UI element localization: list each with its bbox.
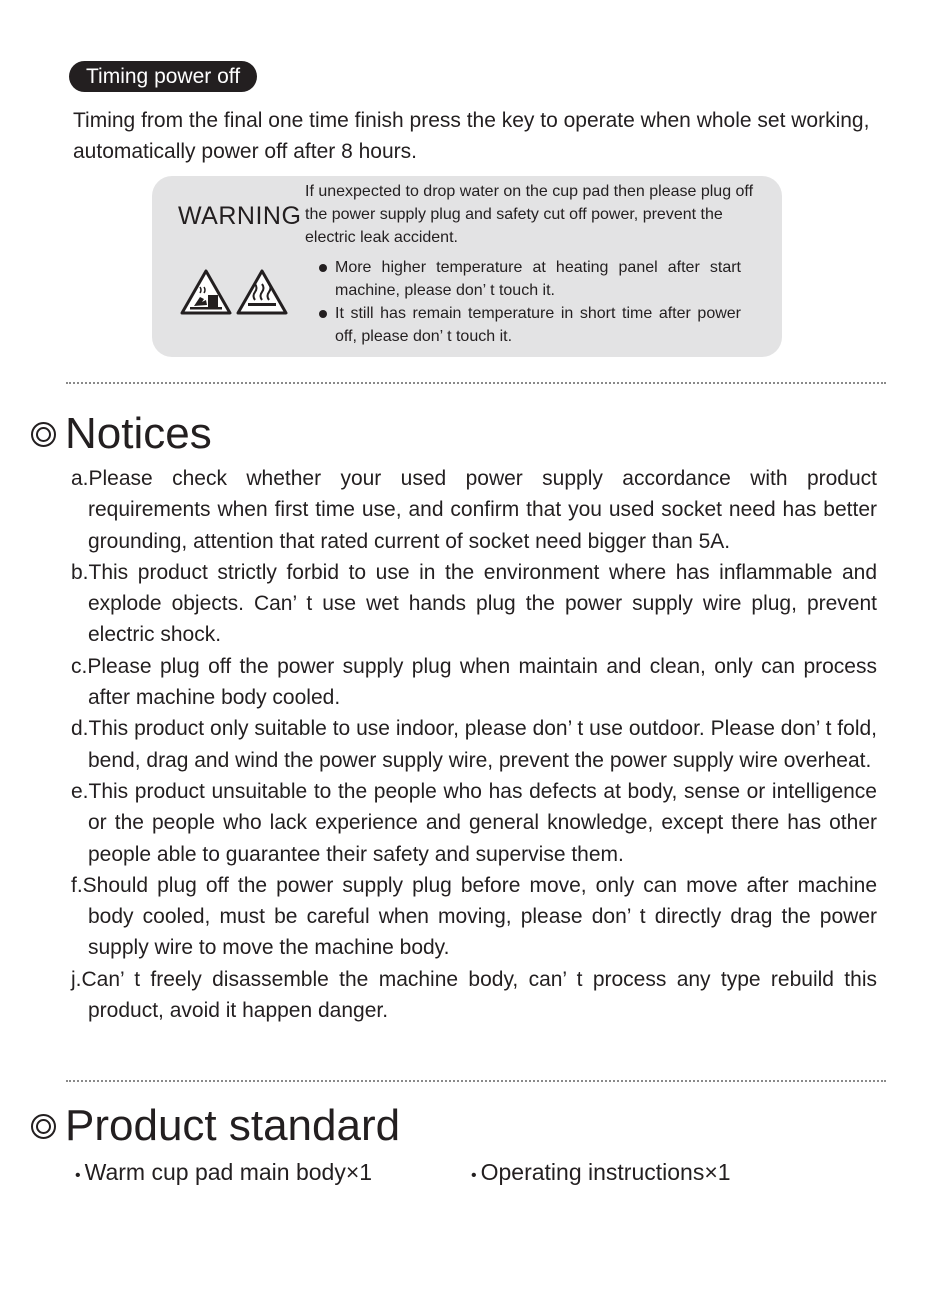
notices-title: Notices — [65, 409, 212, 458]
notices-list — [71, 463, 877, 1026]
notice-item: b.This product strictly forbid to use in the environment where has inflammable and explode objects. Can’ t use wet hands plug the power supply wire plug, prevent electric shock. — [71, 560, 877, 647]
standard-item-main-body: • Warm cup pad main body×1 — [75, 1159, 373, 1185]
notice-item: f.Should plug off the power supply plug before move, only can move after machine body cooled, must be careful when moving, please don’ t directly drag the power supply wire to move the machine body. — [71, 873, 877, 960]
double-circle-icon — [30, 1113, 57, 1140]
hot-surface-warning-icon — [236, 269, 288, 315]
standard-item-instructions: • Operating instructions×1 — [471, 1159, 731, 1185]
timing-description: Timing from the final one time finish press the key to operate when whole set working, automatically power off after 8 hours. — [73, 109, 870, 163]
double-circle-icon — [30, 421, 57, 448]
notice-item: a.Please check whether your used power supply accordance with product requirements when first time use, and confirm that you used socket need has better grounding, attention that rated current of socket need bigger than 5A. — [71, 467, 877, 553]
warning-bullet-list — [317, 256, 741, 348]
warning-icons — [180, 269, 292, 317]
bullet-dot-icon — [319, 264, 327, 272]
product-standard-items — [75, 1155, 835, 1191]
bullet-dot-icon — [319, 310, 327, 318]
warning-bullet-item: It still has remain temperature in short time after power off, please don’ t touch it. — [317, 302, 741, 348]
notice-item: e.This product unsuitable to the people who has defects at body, sense or intelligence or the people who lack experience and general knowledge, except there has other people able to guarantee their safety and supervise them. — [71, 779, 877, 866]
bullet-icon: • — [471, 1167, 477, 1184]
warning-bullet-item: More higher temperature at heating panel after start machine, please don’ t touch it. — [317, 256, 741, 302]
warning-title: WARNING — [178, 202, 302, 230]
warning-box — [152, 176, 782, 357]
product-standard-title: Product standard — [65, 1101, 401, 1150]
hand-burn-warning-icon — [180, 269, 232, 315]
notice-item: d.This product only suitable to use indoor, please don’ t use outdoor. Please don’ t fold, bend, drag and wind the power supply wire, prevent the power supply wire overheat. — [71, 717, 877, 772]
dotted-divider — [66, 382, 886, 384]
notices-heading — [30, 409, 212, 459]
notice-item: j.Can’ t freely disassemble the machine body, can’ t process any type rebuild this product, avoid it happen danger. — [71, 967, 877, 1023]
product-standard-heading — [30, 1101, 400, 1151]
warning-main-text: If unexpected to drop water on the cup pad then please plug off the power supply plug and safety cut off power, prevent the electric leak accident. — [305, 183, 754, 246]
timing-power-off-label: Timing power off — [69, 61, 257, 92]
bullet-icon: • — [75, 1167, 81, 1184]
dotted-divider — [66, 1080, 886, 1082]
notice-item: c.Please plug off the power supply plug when maintain and clean, only can process after machine body cooled. — [71, 654, 877, 710]
